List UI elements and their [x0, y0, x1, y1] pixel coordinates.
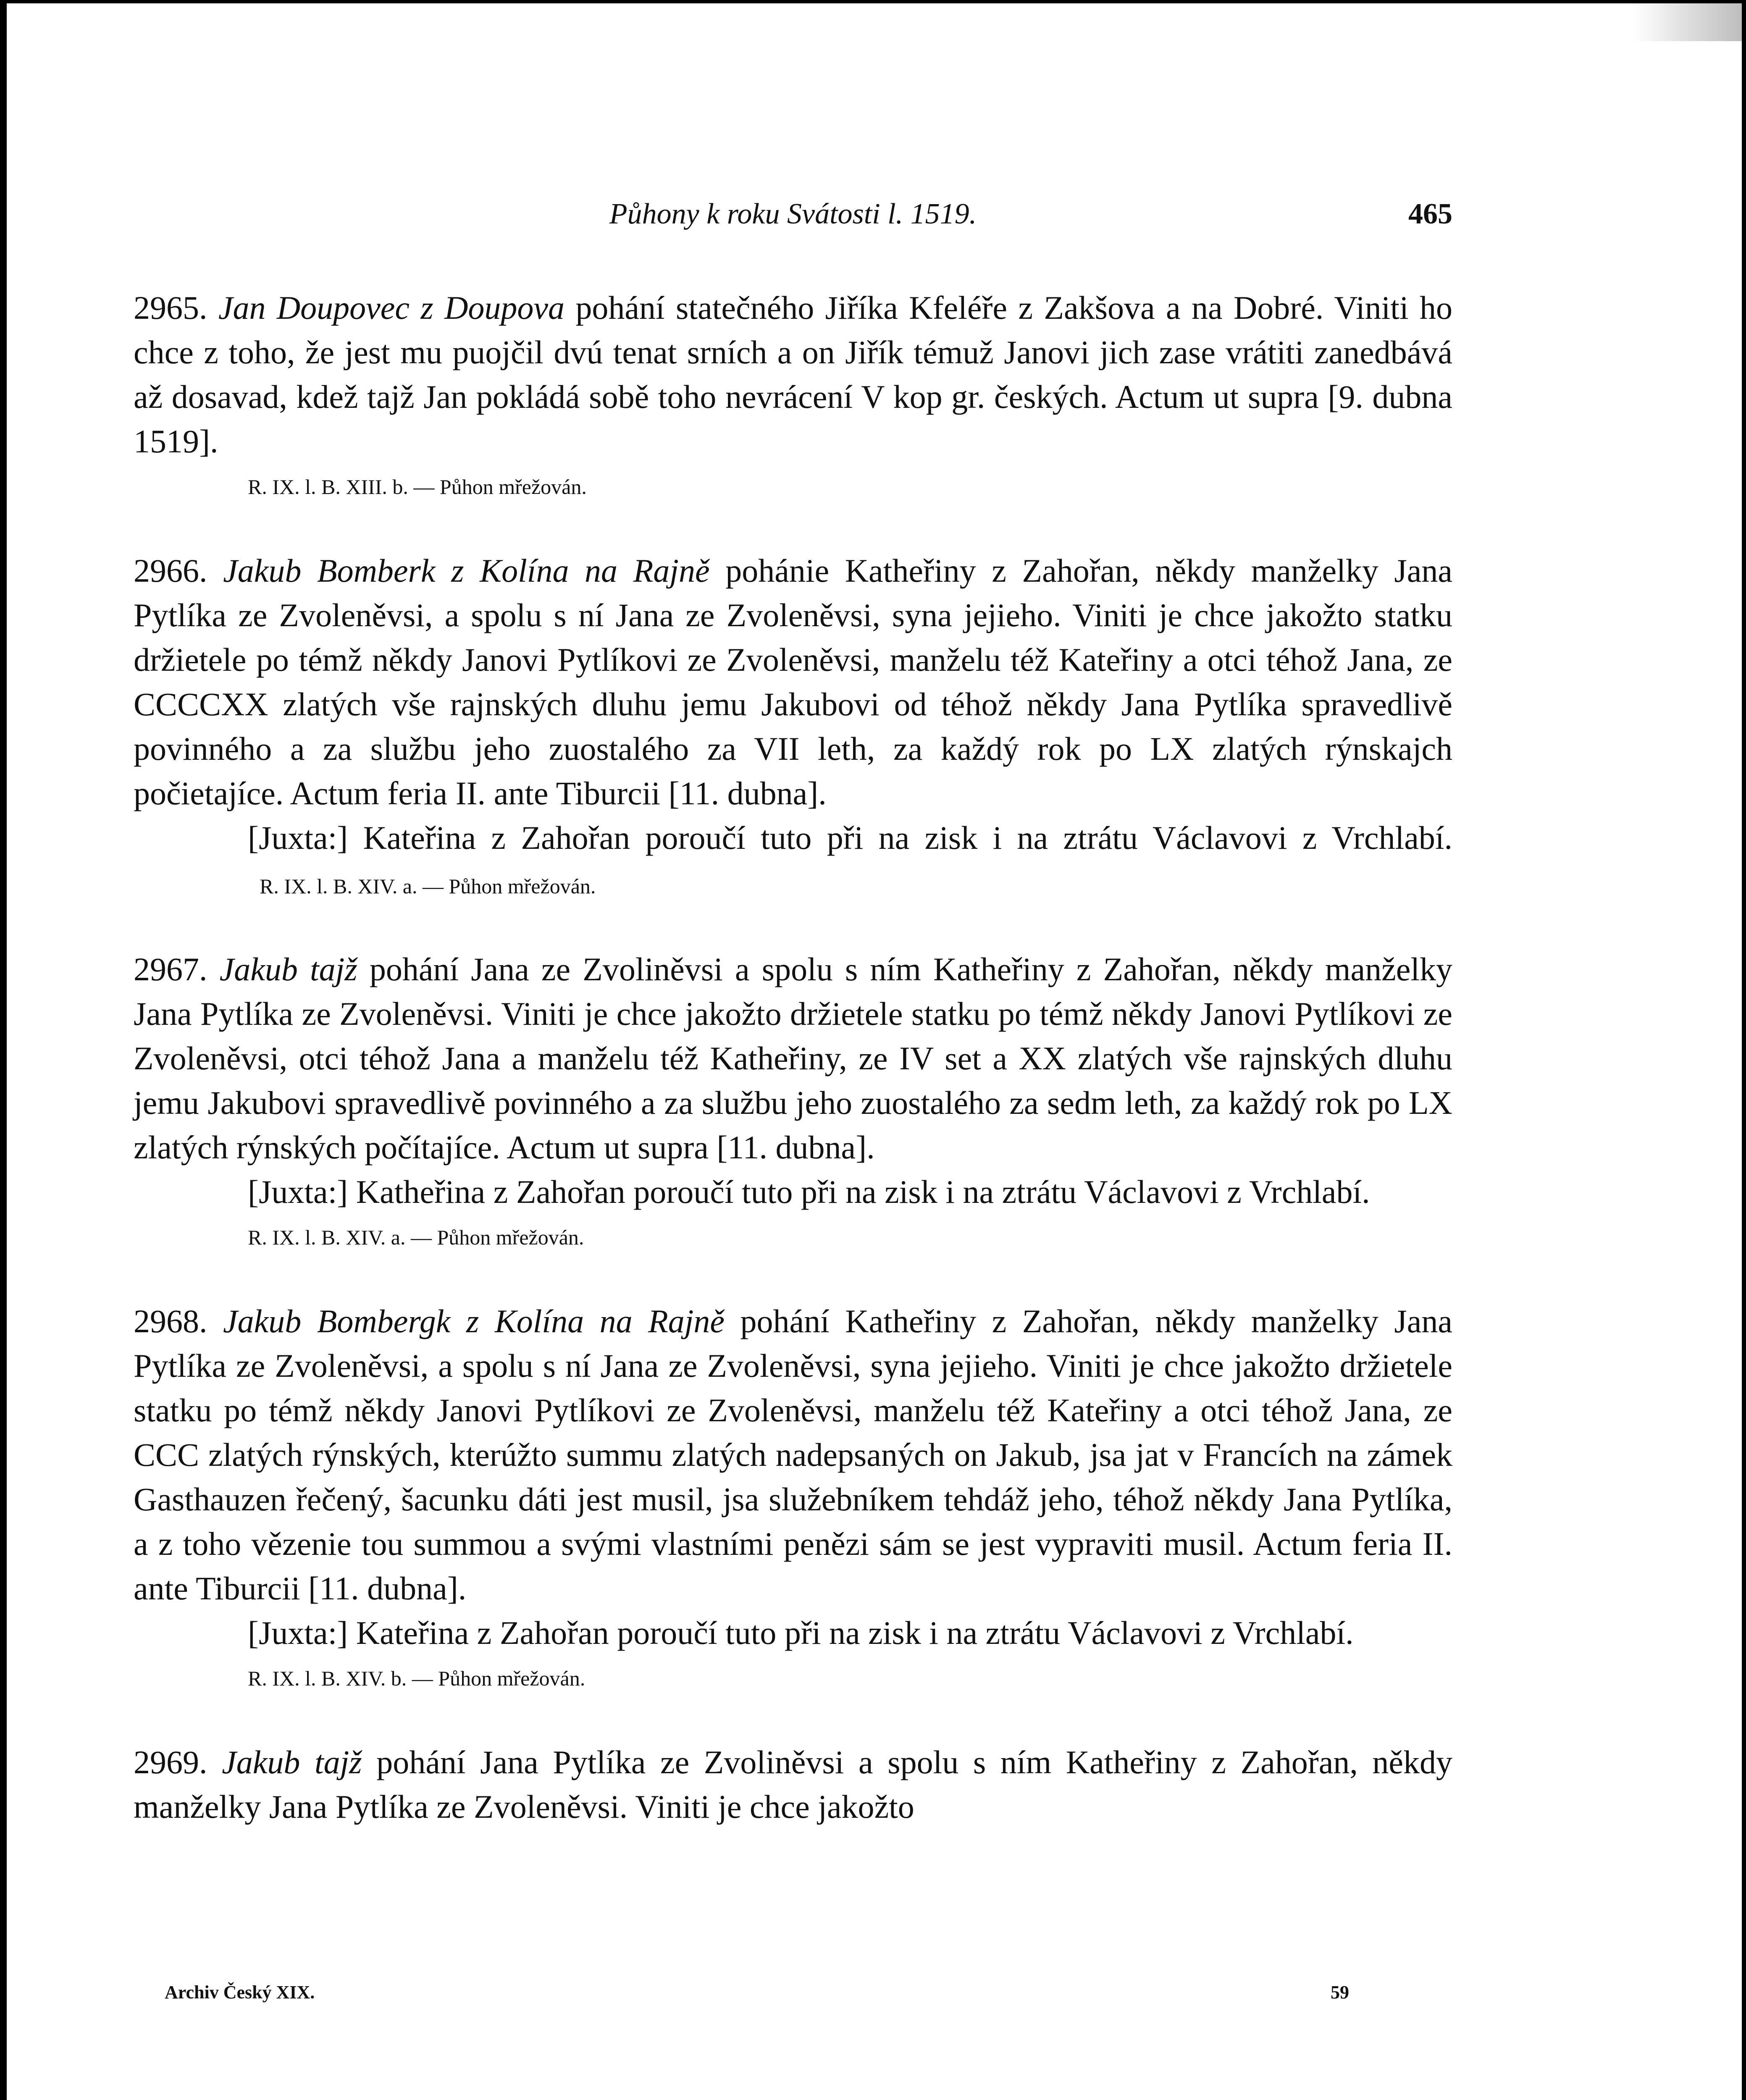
entry-body: pohání Jana ze Zvoliněvsi a spolu s ním Katheřiny z Zahořan, někdy manželky Jana Pytlíka ze Zvoleněvsi. Viniti je chce jakožto držietele statku po témž někdy Janovi Pytlíkovi ze Zvoleněvsi, otci téhož Jana a manželu též Katheřiny, ze IV set a XX zlatých vše rajnských dluhu jemu Jakubovi spravedlivě povinného a za službu jeho zuostalého za sedm leth, za každý rok po LX zlatých rýnských počítajíce. Actum ut supra [11. dubna]. — [134, 951, 1453, 1166]
scan-corner-shadow — [1633, 3, 1742, 41]
scan-border-left — [0, 0, 7, 2100]
entry-body: pohání Katheřiny z Zahořan, někdy manželky Jana Pytlíka ze Zvoleněvsi, a spolu s ní Jana ze Zvoleněvsi, syna jejieho. Viniti je chce jakožto držietele statku po témž někdy Janovi Pytlíkovi ze Zvoleněvsi, manželu též Kateřiny a otci téhož Jana, ze CCC zlatých rýnských, kterúžto summu zlatých nadepsaných on Jakub, jsa jat v Francích na zámek Gasthauzen řečený, šacunku dáti jest musil, jsa služebníkem tehdáž jeho, téhož někdy Jana Pytlíka, a z toho vězenie tou summou a svými vlastními penězi sám se jest vypraviti musil. Actum feria II. ante Tiburcii [11. dubna]. — [134, 1303, 1453, 1606]
entry-body: pohání Jana Pytlíka ze Zvoliněvsi a spolu s ním Katheřiny z Zahořan, někdy manželky Jana Pytlíka ze Zvoleněvsi. Viniti je chce jakožto — [134, 1744, 1453, 1825]
page-number: 465 — [1408, 198, 1452, 230]
entry-number: 2968. — [134, 1303, 207, 1339]
running-head — [134, 197, 1452, 248]
entry-author: Jakub tajž — [222, 1744, 362, 1780]
scan-border-top — [0, 0, 1746, 3]
entry-number: 2966. — [134, 552, 207, 589]
entry-author: Jakub Bomberk z Kolína na Rajně — [223, 552, 710, 589]
entry-2966 — [134, 549, 1452, 908]
running-title: Půhony k roku Svátosti l. 1519. — [609, 198, 977, 230]
page-footer — [165, 1982, 1349, 2007]
juxta-text: [Juxta:] Kateřina z Zahořan poroučí tuto při na zisk i na ztrátu Václavovi z Vrchlabí. — [248, 819, 1452, 856]
entry-reference: R. IX. l. B. XIV. a. — Půhon mřežován. — [260, 874, 596, 898]
text-column — [134, 197, 1452, 2003]
entry-juxta: [Juxta:] Kateřina z Zahořan poroučí tuto při na zisk i na ztrátu Václavovi z Vrchlabí. — [248, 1614, 1354, 1651]
entry-paragraph — [134, 1299, 1452, 1611]
entry-body: pohání statečného Jiříka Kfeléře z Zakšova a na Dobré. Viniti ho chce z toho, že jest mu puojčil dvú tenat srních a on Jiřík témuž Janovi jich zase vrátiti zanedbává až dosavad, kdež tajž Jan pokládá sobě toho nevrácení V kop gr. českých. Actum ut supra [9. dubna 1519]. — [134, 289, 1452, 459]
entry-paragraph — [134, 286, 1452, 464]
entry-2969 — [134, 1740, 1452, 1829]
sheet-number: 59 — [1331, 1982, 1349, 2003]
entry-number: 2969. — [134, 1744, 207, 1780]
entry-reference: R. IX. l. B. XIV. b. — Půhon mřežován. — [248, 1667, 586, 1690]
entry-2965 — [134, 286, 1452, 510]
entry-paragraph — [134, 947, 1452, 1170]
entry-2967 — [134, 947, 1452, 1260]
entry-author: Jakub tajž — [219, 951, 357, 987]
entry-author: Jan Doupovec z Doupova — [218, 289, 565, 326]
entry-body: pohánie Katheřiny z Zahořan, někdy manželky Jana Pytlíka ze Zvoleněvsi, a spolu s ní Jana ze Zvoleněvsi, syna jejieho. Viniti je chce jakožto statku držietele po témž někdy Janovi Pytlíkovi ze Zvoleněvsi, manželu též Kateřiny a otci téhož Jana, ze CCCCXX zlatých vše rajnských dluhu jemu Jakubovi od téhož někdy Jana Pytlíka spravedlivě povinného a za službu jeho zuostalého za VII leth, za každý rok po LX zlatých rýnskajch počietajíce. Actum feria II. ante Tiburcii [11. dubna]. — [134, 552, 1453, 811]
entry-reference: R. IX. l. B. XIII. b. — Půhon mřežován. — [248, 475, 587, 499]
entry-number: 2967. — [134, 951, 207, 987]
scan-border-right — [1742, 0, 1746, 2100]
entry-paragraph — [134, 549, 1452, 816]
entry-2968 — [134, 1299, 1452, 1701]
printer-signature: Archiv Český XIX. — [165, 1982, 315, 2003]
entry-reference: R. IX. l. B. XIV. a. — Půhon mřežován. — [248, 1226, 584, 1249]
entry-paragraph — [134, 1740, 1452, 1829]
entry-juxta — [134, 816, 1452, 908]
entry-juxta: [Juxta:] Katheřina z Zahořan poroučí tuto při na zisk i na ztrátu Václavovi z Vrchlabí. — [248, 1173, 1370, 1210]
entry-number: 2965. — [134, 289, 207, 326]
entry-author: Jakub Bombergk z Kolína na Rajně — [223, 1303, 725, 1339]
